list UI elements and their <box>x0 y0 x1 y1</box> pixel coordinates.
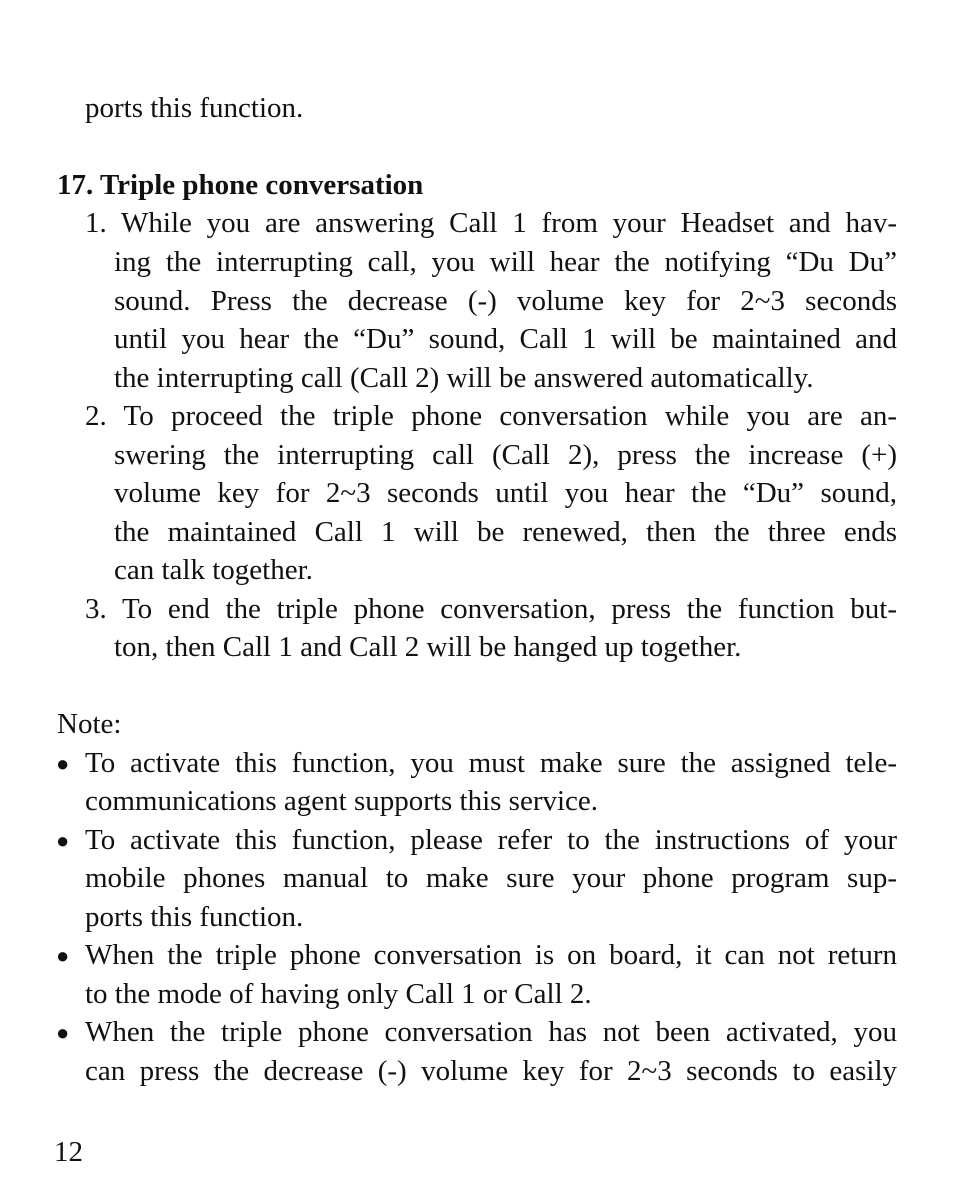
note-line: can press the decrease (-) volume key for 2~3 seconds to easily <box>85 1057 897 1086</box>
bullet-icon: ● <box>56 751 70 776</box>
step-line: the interrupting call (Call 2) will be answered automatically. <box>114 362 814 394</box>
step-line: sound. Press the decrease (-) volume key for 2~3 seconds <box>114 287 897 316</box>
section-heading: 17. Triple phone conversation <box>57 169 424 201</box>
step-line: ing the interrupting call, you will hear the notifying “Du Du” <box>114 248 897 277</box>
note-label: Note: <box>57 708 122 740</box>
continuation-text: ports this function. <box>85 92 304 124</box>
step-line: ton, then Call 1 and Call 2 will be hanged up together. <box>114 631 742 663</box>
note-line: To activate this function, please refer to the instructions of your <box>85 826 897 855</box>
note-line: mobile phones manual to make sure your phone program sup- <box>85 864 897 893</box>
note-line: ports this function. <box>85 901 304 933</box>
note-line: communications agent supports this service. <box>85 785 599 817</box>
step-line: volume key for 2~3 seconds until you hear the “Du” sound, <box>114 479 897 508</box>
bullet-icon: ● <box>56 1020 70 1045</box>
step-line: 1. While you are answering Call 1 from your Headset and hav- <box>85 209 897 238</box>
bullet-icon: ● <box>56 943 70 968</box>
step-line: 3. To end the triple phone conversation, press the function but- <box>85 595 897 624</box>
note-line: To activate this function, you must make sure the assigned tele- <box>85 749 897 778</box>
note-line: When the triple phone conversation has not been activated, you <box>85 1018 897 1047</box>
step-line: the maintained Call 1 will be renewed, then the three ends <box>114 518 897 547</box>
step-line: can talk together. <box>114 554 313 586</box>
note-line: When the triple phone conversation is on board, it can not return <box>85 941 897 970</box>
step-line: until you hear the “Du” sound, Call 1 will be maintained and <box>114 325 897 354</box>
step-line: 2. To proceed the triple phone conversation while you are an- <box>85 402 897 431</box>
step-line: swering the interrupting call (Call 2), press the increase (+) <box>114 441 897 470</box>
bullet-icon: ● <box>56 828 70 853</box>
page-number: 12 <box>54 1136 83 1168</box>
note-line: to the mode of having only Call 1 or Call 2. <box>85 978 592 1010</box>
